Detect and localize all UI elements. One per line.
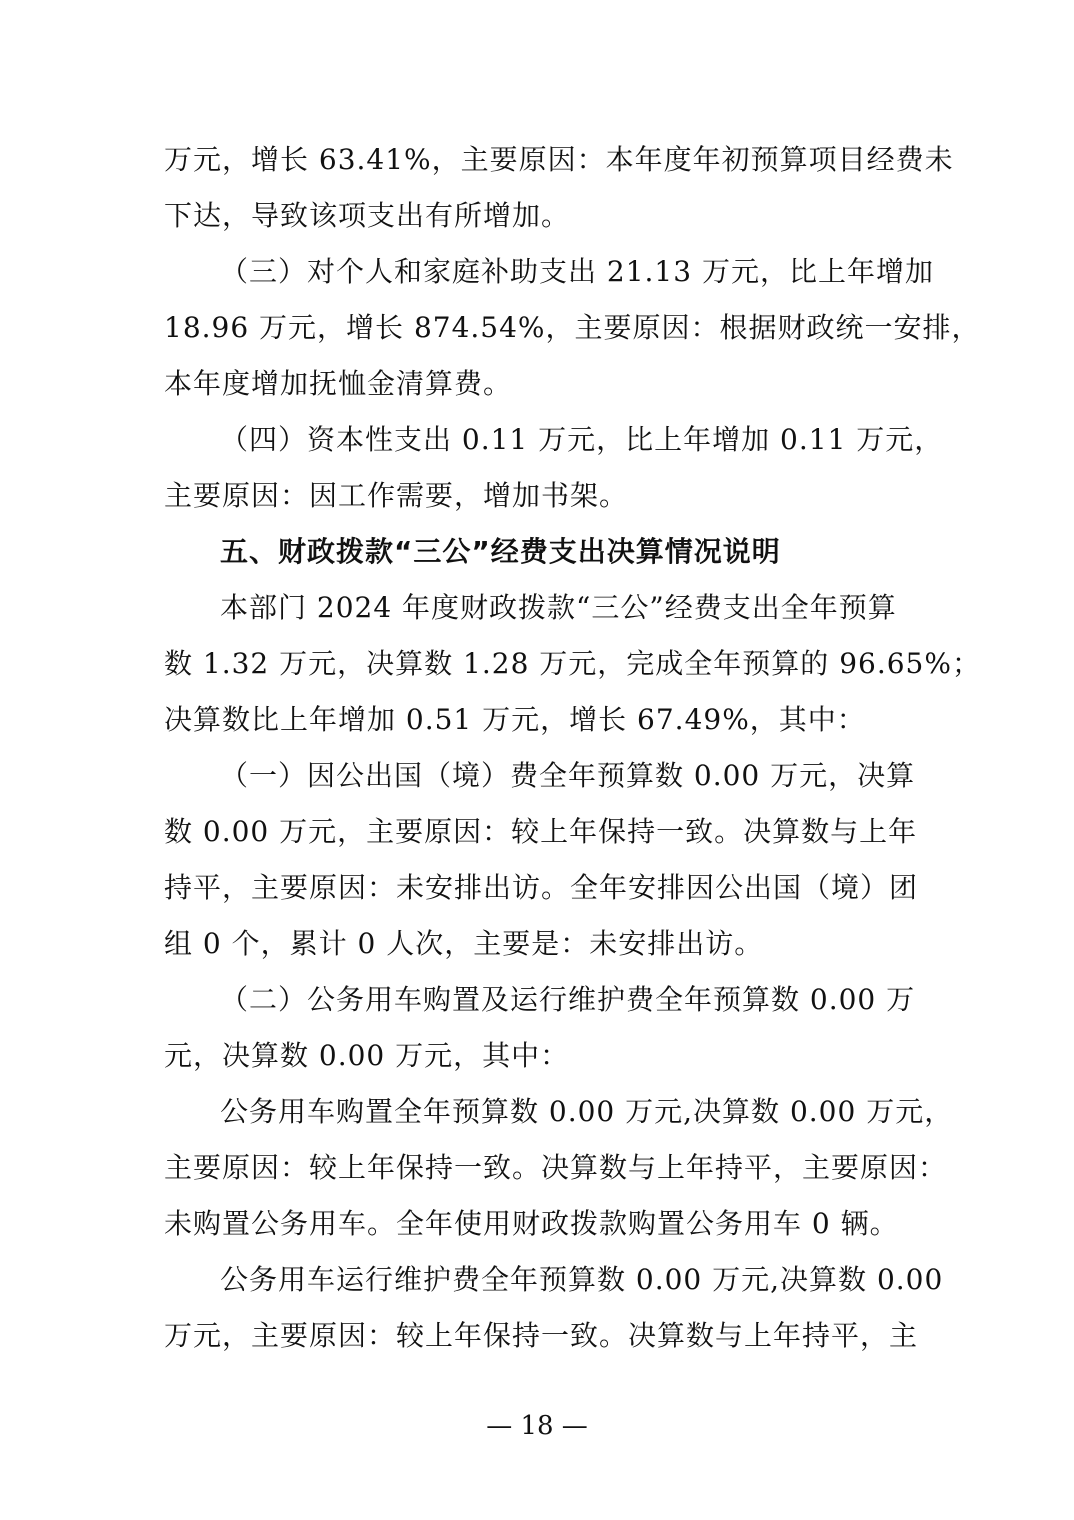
text-line: 万元，增长 63.41%，主要原因：本年度年初预算项目经费未 (164, 143, 954, 176)
text-line: 本部门 2024 年度财政拨款“三公”经费支出全年预算 (220, 591, 897, 624)
text-line: 元，决算数 0.00 万元，其中： (164, 1039, 570, 1072)
text-line: 公务用车购置全年预算数 0.00 万元,决算数 0.00 万元， (220, 1095, 954, 1128)
text-line: 本年度增加抚恤金清算费。 (164, 367, 513, 400)
section-heading: 五、财政拨款“三公”经费支出决算情况说明 (220, 535, 781, 568)
text-line: 万元，主要原因：较上年保持一致。决算数与上年持平，主 (164, 1319, 919, 1352)
page-number: — 18 — (486, 1411, 588, 1441)
text-line: 下达，导致该项支出有所增加。 (164, 199, 571, 232)
text-line: 决算数比上年增加 0.51 万元，增长 67.49%，其中： (164, 703, 866, 736)
text-line: 18.96 万元，增长 874.54%，主要原因：根据财政统一安排， (164, 311, 981, 344)
text-line: （四）资本性支出 0.11 万元，比上年增加 0.11 万元， (220, 423, 944, 456)
text-line: （一）因公出国（境）费全年预算数 0.00 万元，决算 (220, 759, 916, 792)
text-line: 主要原因：较上年保持一致。决算数与上年持平，主要原因： (164, 1151, 948, 1184)
text-line: 未购置公务用车。全年使用财政拨款购置公务用车 0 辆。 (164, 1207, 899, 1240)
text-line: 数 1.32 万元，决算数 1.28 万元，完成全年预算的 96.65%； (164, 647, 981, 680)
text-line: 主要原因：因工作需要，增加书架。 (164, 479, 629, 512)
text-line: 数 0.00 万元，主要原因：较上年保持一致。决算数与上年 (164, 815, 918, 848)
text-line: 组 0 个，累计 0 人次，主要是：未安排出访。 (164, 927, 764, 960)
text-line: （三）对个人和家庭补助支出 21.13 万元，比上年增加 (220, 255, 934, 288)
text-line: （二）公务用车购置及运行维护费全年预算数 0.00 万 (220, 983, 916, 1016)
text-line: 持平，主要原因：未安排出访。全年安排因公出国（境）团 (164, 871, 919, 904)
text-line: 公务用车运行维护费全年预算数 0.00 万元,决算数 0.00 (220, 1263, 944, 1296)
